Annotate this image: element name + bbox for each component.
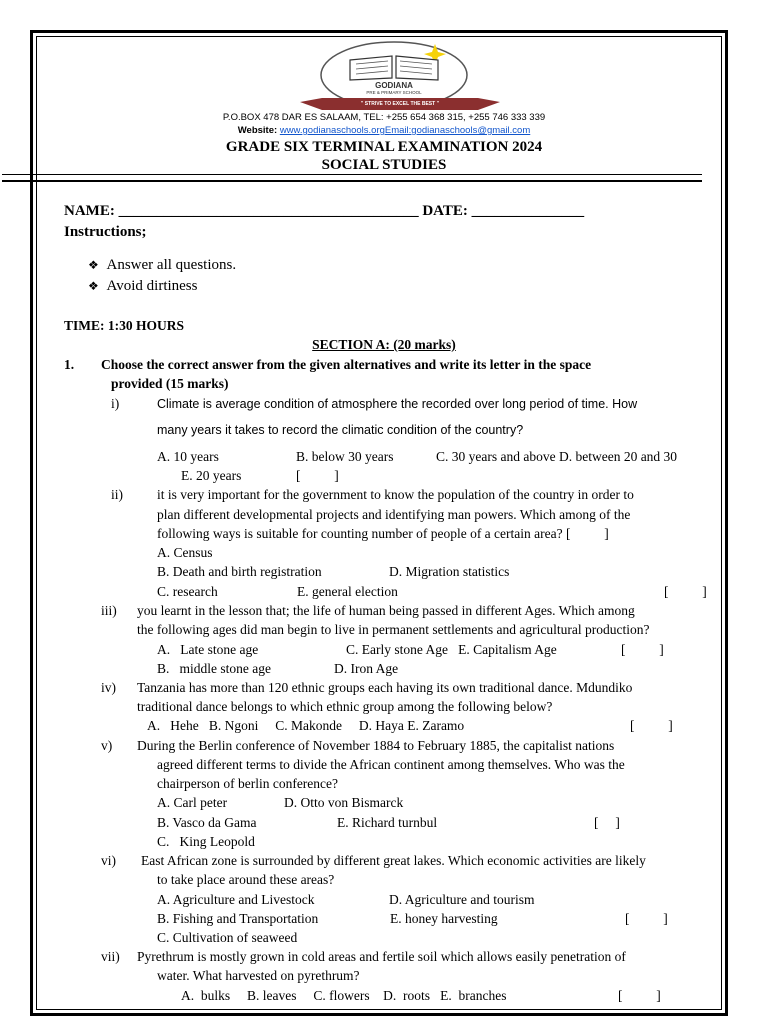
logo-motto: " STRIVE TO EXCEL THE BEST " [361,101,439,107]
question-vii-text: Pyrethrum is mostly grown in cold areas and fertile soil which allows easily penetration of [137,949,626,964]
option: A. Carl peter [157,795,228,810]
question-v-text-cont: chairperson of berlin conference? [157,776,339,791]
instruction-text: Answer all questions. [106,257,237,273]
question-vi-text: East African zone is surrounded by different great lakes. Which economic activities are likely [141,853,646,868]
section-title: SECTION A: (20 marks) [312,337,456,352]
question-vii-text-cont: water. What harvested on pyrethrum? [157,968,360,983]
sub-question-number: vii) [101,949,120,964]
option: E. 20 years [181,468,242,483]
option: D. Migration statistics [389,564,510,579]
option: A. Agriculture and Livestock [157,892,315,907]
answer-bracket[interactable]: [ ] [296,468,339,483]
question-i-text: Climate is average condition of atmosphere the recorded over long period of time. How [157,397,638,411]
answer-bracket[interactable]: [ ] [625,911,668,926]
website-link[interactable]: www.godianaschools.orgEmail:godianaschools@gmail.com [279,125,531,136]
sub-question-number: iv) [101,680,116,695]
question-vi-text-cont: to take place around these areas? [157,872,335,887]
answer-bracket[interactable]: [ ] [630,718,673,733]
option: B. Death and birth registration [157,564,322,579]
question-text-cont: provided (15 marks) [111,376,229,391]
option: E. general election [297,584,398,599]
question-iv-text: Tanzania has more than 120 ethnic groups each having its own traditional dance. Mdundiko [137,680,633,695]
instruction-text: Avoid dirtiness [106,278,198,294]
school-website-line [0,125,768,136]
option: B. Fishing and Transportation [157,911,319,926]
question-iii-text-cont: the following ages did man begin to live in permanent settlements and agricultural production? [137,622,650,637]
option: C. Early stone Age E. Capitalism Age [346,642,557,657]
logo-name: GODIANA [375,81,413,90]
header-rule-1 [2,174,702,175]
option: D. Agriculture and tourism [389,892,535,907]
option: D. Iron Age [334,661,399,676]
option: E. Richard turnbul [337,815,438,830]
question-ii-text-cont: plan different developmental projects and identifying man powers. Which among of the [157,507,631,522]
option: A. Late stone age [157,642,259,657]
option: C. 30 years and above D. between 20 and 30 [436,449,678,464]
question-iii-text: you learnt in the lesson that; the life of human being passed in different Ages. Which among [137,603,635,618]
question-number: 1. [64,357,75,372]
option: C. Cultivation of seaweed [157,930,298,945]
option: B. Vasco da Gama [157,815,257,830]
answer-bracket[interactable]: [ ] [618,988,661,1003]
school-logo [300,40,500,115]
option-list: A. Hehe B. Ngoni C. Makonde D. Haya E. Zaramo [147,718,465,733]
logo-subtitle: PRE & PRIMARY SCHOOL [366,90,422,95]
option: D. Otto von Bismarck [284,795,404,810]
sub-question-number: vi) [101,853,116,868]
website-label: Website: [237,125,278,136]
instruction-item [88,278,197,295]
instruction-item [88,257,236,274]
answer-bracket[interactable]: [ ] [664,584,707,599]
sub-question-number: ii) [111,487,123,502]
question-iv-text-cont: traditional dance belongs to which ethnic group among the following below? [137,699,553,714]
option: A. 10 years [157,449,219,464]
option: A. Census [157,545,213,560]
question-text: Choose the correct answer from the given alternatives and write its letter in the space [101,357,592,372]
exam-title: GRADE SIX TERMINAL EXAMINATION 2024 [225,139,543,155]
option: C. King Leopold [157,834,255,849]
school-address: P.O.BOX 478 DAR ES SALAAM, TEL: +255 654 368 315, +255 746 333 339 [222,112,546,123]
option: B. middle stone age [157,661,271,676]
answer-bracket[interactable]: [ ] [594,815,620,830]
option: E. honey harvesting [390,911,498,926]
question-ii-text: it is very important for the government to know the population of the country in order to [157,487,634,502]
sub-question-number: iii) [101,603,117,618]
question-i-text-cont: many years it takes to record the climatic condition of the country? [157,423,524,437]
question-ii-text-cont: following ways is suitable for counting number of people of a certain area? [ ] [157,526,609,541]
bullet-icon: ❖ [88,258,99,272]
time-label: TIME: 1:30 HOURS [64,318,185,333]
question-v-text: During the Berlin conference of November 1884 to February 1885, the capitalist nations [137,738,615,753]
instructions-heading: Instructions; [64,224,147,240]
name-date-line[interactable]: NAME: ________________________________________ DATE: _______________ [64,203,585,219]
option: C. research [157,584,218,599]
exam-subject: SOCIAL STUDIES [321,157,447,173]
option: B. below 30 years [296,449,394,464]
header-rule-2 [2,180,702,182]
answer-bracket[interactable]: [ ] [621,642,664,657]
option-list: A. bulks B. leaves C. flowers D. roots E. branches [181,988,507,1003]
sub-question-number: i) [111,396,120,411]
question-v-text-cont: agreed different terms to divide the African continent among themselves. Who was the [157,757,625,772]
bullet-icon: ❖ [88,279,99,293]
sub-question-number: v) [101,738,113,753]
